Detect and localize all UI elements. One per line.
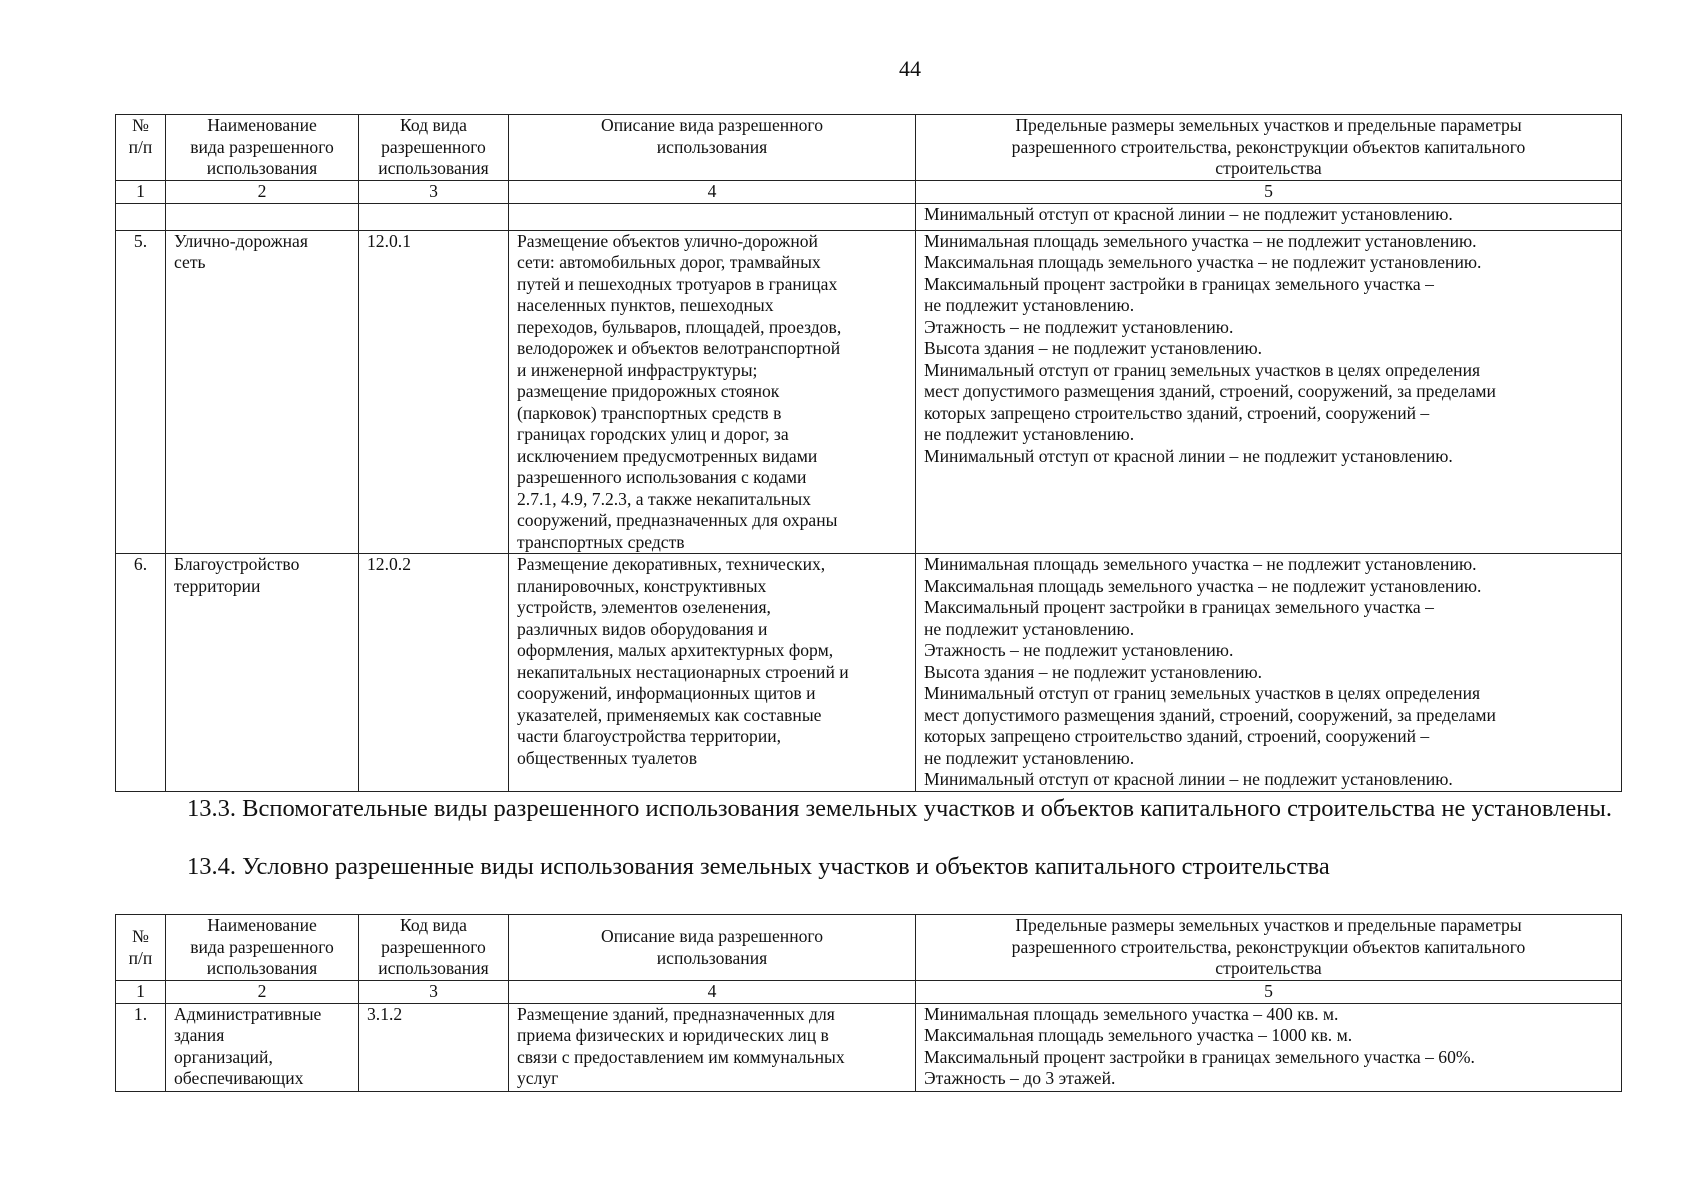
header-num: № п/п — [116, 115, 166, 181]
table-cell — [359, 203, 509, 230]
column-number: 2 — [166, 181, 359, 204]
row-code: 12.0.1 — [359, 230, 509, 554]
header-code: Код вида разрешенного использования — [359, 115, 509, 181]
row-name: Административные здания организаций, обеспечивающих — [166, 1003, 359, 1091]
section-13-4-heading: 13.4. Условно разрешенные виды использования земельных участков и объектов капитального строительства — [187, 853, 1330, 880]
table-cell — [509, 203, 916, 230]
column-number: 1 — [116, 981, 166, 1004]
table-row — [116, 1003, 1622, 1091]
header-limits: Предельные размеры земельных участков и предельные параметры разрешенного строительства, реконструкции объектов капитального строительства — [916, 115, 1622, 181]
row-num: 1. — [116, 1003, 166, 1091]
table-row — [116, 230, 1622, 554]
row-num: 5. — [116, 230, 166, 554]
row-code: 12.0.2 — [359, 554, 509, 792]
row-limits: Минимальная площадь земельного участка – 400 кв. м. Максимальная площадь земельного участка – 1000 кв. м. Максимальный процент застройки в границах земельного участка – 60%. Этажность – до 3 этажей. — [916, 1003, 1622, 1091]
header-limits: Предельные размеры земельных участков и предельные параметры разрешенного строительства, реконструкции объектов капитального строительства — [916, 915, 1622, 981]
column-number: 2 — [166, 981, 359, 1004]
column-number: 5 — [916, 181, 1622, 204]
row-code: 3.1.2 — [359, 1003, 509, 1091]
column-number: 4 — [509, 981, 916, 1004]
header-name: Наименование вида разрешенного использования — [166, 915, 359, 981]
row-name: Благоустройство территории — [166, 554, 359, 792]
conditional-uses-table — [115, 914, 1622, 1092]
row-limits: Минимальная площадь земельного участка – не подлежит установлению. Максимальная площадь земельного участка – не подлежит установлению. Максимальный процент застройки в границах земельного участка – не подлежит установлению. Этажность – не подлежит установлению. Высота здания – не подлежит установлению. Минимальный отступ от границ земельных участков в целях определения мест допустимого размещения зданий, строений, сооружений, за пределами которых запрещено строительство зданий, строений, сооружений – не подлежит установлению. Минимальный отступ от красной линии – не подлежит установлению. — [916, 230, 1622, 554]
row-description: Размещение декоративных, технических, планировочных, конструктивных устройств, элементов озеленения, различных видов оборудования и оформления, малых архитектурных форм, некапитальных нестационарных строений и сооружений, информационных щитов и указателей, применяемых как составные части благоустройства территории, общественных туалетов — [509, 554, 916, 792]
row-num: 6. — [116, 554, 166, 792]
page-number: 44 — [899, 56, 921, 81]
column-numbers-row — [116, 181, 1622, 204]
column-number: 5 — [916, 981, 1622, 1004]
table-header-row — [116, 915, 1622, 981]
table-cell — [166, 203, 359, 230]
column-number: 3 — [359, 981, 509, 1004]
header-description: Описание вида разрешенного использования — [509, 115, 916, 181]
table-header-row — [116, 115, 1622, 181]
header-code: Код вида разрешенного использования — [359, 915, 509, 981]
header-num: № п/п — [116, 915, 166, 981]
row-description: Размещение объектов улично-дорожной сети: автомобильных дорог, трамвайных путей и пешеходных тротуаров в границах населенных пунктов, пешеходных переходов, бульваров, площадей, проездов, велодорожек и объектов велотранспортной и инженерной инфраструктуры; размещение придорожных стоянок (парковок) транспортных средств в границах городских улиц и дорог, за исключением предусмотренных видами разрешенного использования с кодами 2.7.1, 4.9, 7.2.3, а также некапитальных сооружений, предназначенных для охраны транспортных средств — [509, 230, 916, 554]
table-row — [116, 554, 1622, 792]
column-number: 1 — [116, 181, 166, 204]
continuation-row — [116, 203, 1622, 230]
row-limits: Минимальная площадь земельного участка – не подлежит установлению. Максимальная площадь земельного участка – не подлежит установлению. Максимальный процент застройки в границах земельного участка – не подлежит установлению. Этажность – не подлежит установлению. Высота здания – не подлежит установлению. Минимальный отступ от границ земельных участков в целях определения мест допустимого размещения зданий, строений, сооружений, за пределами которых запрещено строительство зданий, строений, сооружений – не подлежит установлению. Минимальный отступ от красной линии – не подлежит установлению. — [916, 554, 1622, 792]
row-name: Улично-дорожная сеть — [166, 230, 359, 554]
column-numbers-row — [116, 981, 1622, 1004]
column-number: 3 — [359, 181, 509, 204]
table-cell — [116, 203, 166, 230]
header-name: Наименование вида разрешенного использования — [166, 115, 359, 181]
section-13-3-paragraph: 13.3. Вспомогательные виды разрешенного использования земельных участков и объектов капитального строительства не установлены. — [187, 795, 1612, 822]
continuation-limits: Минимальный отступ от красной линии – не подлежит установлению. — [916, 203, 1622, 230]
permitted-uses-table — [115, 114, 1622, 792]
column-number: 4 — [509, 181, 916, 204]
row-description: Размещение зданий, предназначенных для приема физических и юридических лиц в связи с предоставлением им коммунальных услуг — [509, 1003, 916, 1091]
header-description: Описание вида разрешенного использования — [509, 915, 916, 981]
